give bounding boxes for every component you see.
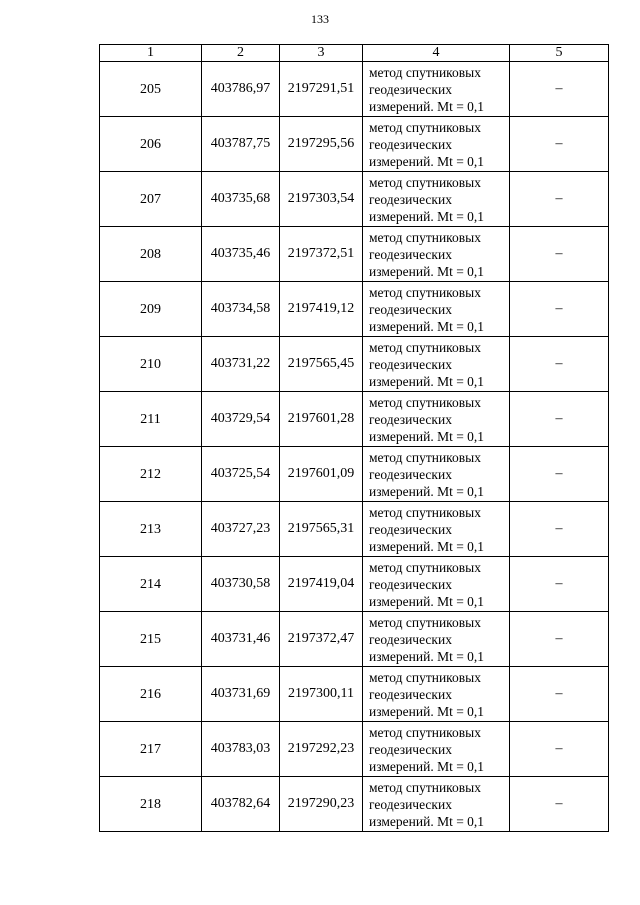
page-number: 133	[311, 12, 329, 26]
table-row	[100, 227, 609, 282]
method-line-3: измерений. Mt = 0,1	[369, 208, 485, 224]
point-number-cell: 207	[100, 172, 202, 227]
method-cell	[363, 502, 510, 557]
method-cell	[363, 172, 510, 227]
note-cell: –	[510, 502, 609, 557]
method-line-1: метод спутниковых	[369, 284, 481, 300]
method-cell	[363, 337, 510, 392]
method-line-1: метод спутниковых	[369, 779, 481, 795]
method-line-1: метод спутниковых	[369, 394, 481, 410]
table-row	[100, 777, 609, 832]
note-cell: –	[510, 282, 609, 337]
method-line-3: измерений. Mt = 0,1	[369, 758, 485, 774]
method-line-2: геодезических	[369, 466, 452, 482]
column-header-2: 2	[202, 45, 280, 62]
method-cell	[363, 777, 510, 832]
table-row	[100, 337, 609, 392]
coordinates-table	[99, 44, 609, 832]
column-header-3: 3	[280, 45, 363, 62]
x-coordinate-cell: 403729,54	[202, 392, 280, 447]
method-line-1: метод спутниковых	[369, 64, 481, 80]
method-cell	[363, 557, 510, 612]
table-row	[100, 557, 609, 612]
method-line-1: метод спутниковых	[369, 119, 481, 135]
method-line-3: измерений. Mt = 0,1	[369, 593, 485, 609]
table-body	[100, 62, 609, 832]
y-coordinate-cell: 2197303,54	[280, 172, 363, 227]
method-line-2: геодезических	[369, 81, 452, 97]
x-coordinate-cell: 403734,58	[202, 282, 280, 337]
column-header-5: 5	[510, 45, 609, 62]
method-line-3: измерений. Mt = 0,1	[369, 153, 485, 169]
method-line-1: метод спутниковых	[369, 229, 481, 245]
method-line-1: метод спутниковых	[369, 724, 481, 740]
table-header-row	[100, 45, 609, 62]
point-number-cell: 211	[100, 392, 202, 447]
x-coordinate-cell: 403735,46	[202, 227, 280, 282]
column-header-1: 1	[100, 45, 202, 62]
method-cell	[363, 227, 510, 282]
x-coordinate-cell: 403731,22	[202, 337, 280, 392]
note-cell: –	[510, 722, 609, 777]
point-number-cell: 205	[100, 62, 202, 117]
method-cell	[363, 667, 510, 722]
table-row	[100, 172, 609, 227]
x-coordinate-cell: 403731,69	[202, 667, 280, 722]
note-cell: –	[510, 172, 609, 227]
method-line-2: геодезических	[369, 136, 452, 152]
note-cell: –	[510, 667, 609, 722]
table-row	[100, 117, 609, 172]
method-line-3: измерений. Mt = 0,1	[369, 483, 485, 499]
method-line-1: метод спутниковых	[369, 449, 481, 465]
method-line-3: измерений. Mt = 0,1	[369, 703, 485, 719]
x-coordinate-cell: 403735,68	[202, 172, 280, 227]
y-coordinate-cell: 2197295,56	[280, 117, 363, 172]
x-coordinate-cell: 403782,64	[202, 777, 280, 832]
point-number-cell: 215	[100, 612, 202, 667]
note-cell: –	[510, 227, 609, 282]
table-row	[100, 447, 609, 502]
method-line-3: измерений. Mt = 0,1	[369, 263, 485, 279]
y-coordinate-cell: 2197372,51	[280, 227, 363, 282]
point-number-cell: 210	[100, 337, 202, 392]
table-row	[100, 62, 609, 117]
method-line-2: геодезических	[369, 411, 452, 427]
table-row	[100, 502, 609, 557]
method-cell	[363, 62, 510, 117]
table-row	[100, 722, 609, 777]
y-coordinate-cell: 2197565,45	[280, 337, 363, 392]
table-row	[100, 282, 609, 337]
point-number-cell: 217	[100, 722, 202, 777]
y-coordinate-cell: 2197565,31	[280, 502, 363, 557]
method-line-2: геодезических	[369, 301, 452, 317]
x-coordinate-cell: 403731,46	[202, 612, 280, 667]
method-line-1: метод спутниковых	[369, 174, 481, 190]
method-line-1: метод спутниковых	[369, 669, 481, 685]
method-line-3: измерений. Mt = 0,1	[369, 318, 485, 334]
x-coordinate-cell: 403725,54	[202, 447, 280, 502]
method-line-1: метод спутниковых	[369, 339, 481, 355]
method-line-3: измерений. Mt = 0,1	[369, 373, 485, 389]
y-coordinate-cell: 2197601,28	[280, 392, 363, 447]
note-cell: –	[510, 117, 609, 172]
y-coordinate-cell: 2197290,23	[280, 777, 363, 832]
note-cell: –	[510, 777, 609, 832]
x-coordinate-cell: 403786,97	[202, 62, 280, 117]
point-number-cell: 214	[100, 557, 202, 612]
point-number-cell: 209	[100, 282, 202, 337]
note-cell: –	[510, 612, 609, 667]
point-number-cell: 206	[100, 117, 202, 172]
note-cell: –	[510, 447, 609, 502]
method-line-2: геодезических	[369, 796, 452, 812]
method-cell	[363, 612, 510, 667]
method-line-2: геодезических	[369, 686, 452, 702]
table-row	[100, 667, 609, 722]
method-line-1: метод спутниковых	[369, 559, 481, 575]
method-line-2: геодезических	[369, 246, 452, 262]
method-line-2: геодезических	[369, 521, 452, 537]
x-coordinate-cell: 403730,58	[202, 557, 280, 612]
method-line-3: измерений. Mt = 0,1	[369, 813, 485, 829]
x-coordinate-cell: 403787,75	[202, 117, 280, 172]
x-coordinate-cell: 403727,23	[202, 502, 280, 557]
note-cell: –	[510, 557, 609, 612]
method-line-1: метод спутниковых	[369, 504, 481, 520]
method-line-3: измерений. Mt = 0,1	[369, 98, 485, 114]
table-row	[100, 392, 609, 447]
table-row	[100, 612, 609, 667]
method-cell	[363, 392, 510, 447]
method-cell	[363, 722, 510, 777]
method-cell	[363, 282, 510, 337]
y-coordinate-cell: 2197419,04	[280, 557, 363, 612]
note-cell: –	[510, 62, 609, 117]
method-line-2: геодезических	[369, 191, 452, 207]
method-line-2: геодезических	[369, 576, 452, 592]
method-cell	[363, 117, 510, 172]
point-number-cell: 218	[100, 777, 202, 832]
point-number-cell: 216	[100, 667, 202, 722]
point-number-cell: 208	[100, 227, 202, 282]
note-cell: –	[510, 392, 609, 447]
method-line-3: измерений. Mt = 0,1	[369, 538, 485, 554]
point-number-cell: 213	[100, 502, 202, 557]
column-header-4: 4	[363, 45, 510, 62]
y-coordinate-cell: 2197372,47	[280, 612, 363, 667]
y-coordinate-cell: 2197601,09	[280, 447, 363, 502]
method-cell	[363, 447, 510, 502]
method-line-1: метод спутниковых	[369, 614, 481, 630]
y-coordinate-cell: 2197291,51	[280, 62, 363, 117]
method-line-2: геодезических	[369, 356, 452, 372]
method-line-3: измерений. Mt = 0,1	[369, 428, 485, 444]
x-coordinate-cell: 403783,03	[202, 722, 280, 777]
method-line-3: измерений. Mt = 0,1	[369, 648, 485, 664]
note-cell: –	[510, 337, 609, 392]
y-coordinate-cell: 2197300,11	[280, 667, 363, 722]
method-line-2: геодезических	[369, 741, 452, 757]
y-coordinate-cell: 2197292,23	[280, 722, 363, 777]
method-line-2: геодезических	[369, 631, 452, 647]
point-number-cell: 212	[100, 447, 202, 502]
y-coordinate-cell: 2197419,12	[280, 282, 363, 337]
